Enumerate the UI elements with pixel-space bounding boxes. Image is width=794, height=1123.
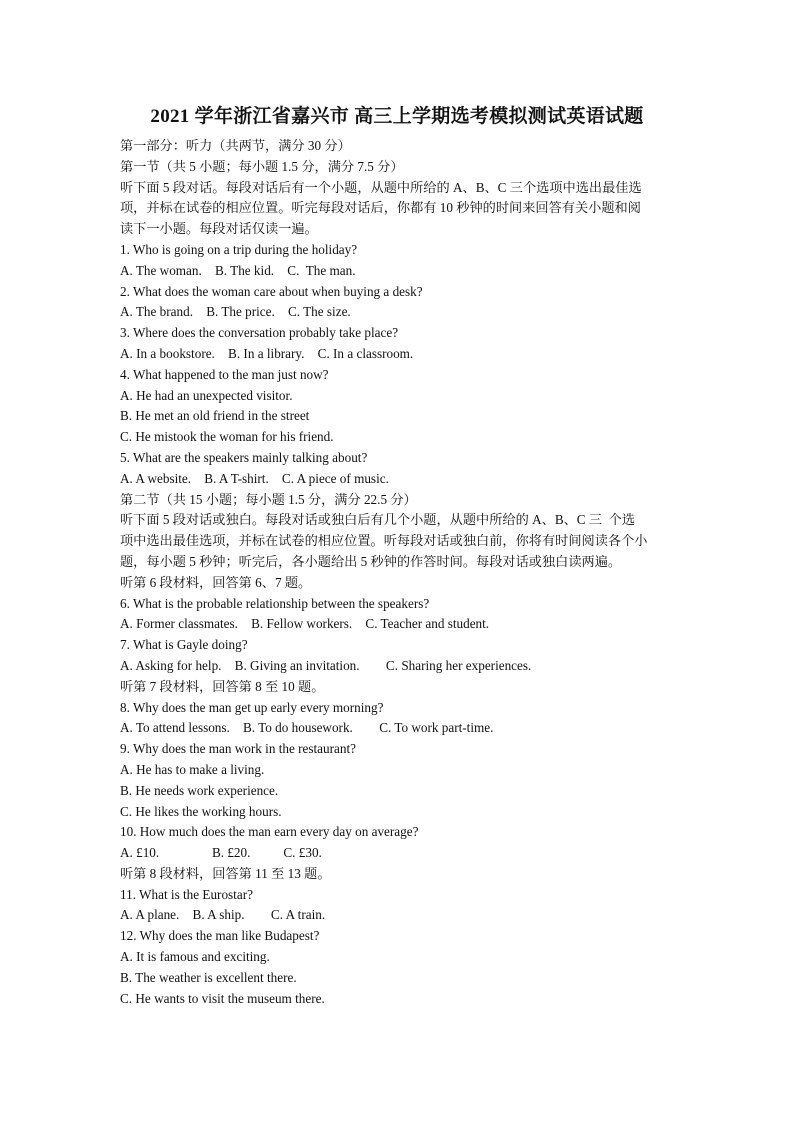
text-line: 1. Who is going on a trip during the holiday? xyxy=(120,241,358,257)
text-line: B. He needs work experience. xyxy=(120,782,279,798)
text-line: A. To attend lessons. B. To do housework. C. To work part-time. xyxy=(120,720,494,736)
text-line: 9. Why does the man work in the restaurant? xyxy=(120,741,356,757)
text-line: 12. Why does the man like Budapest? xyxy=(120,928,320,944)
text-line: B. The weather is excellent there. xyxy=(120,969,297,985)
text-line: A. The brand. B. The price. C. The size. xyxy=(120,304,351,320)
text-line: 5. What are the speakers mainly talking about? xyxy=(120,449,368,465)
text-line: 8. Why does the man get up early every morning? xyxy=(120,699,384,715)
text-line: C. He mistook the woman for his friend. xyxy=(120,429,334,445)
text-line: 题，每小题 5 秒钟；听完后，各小题给出 5 秒钟的作答时间。每段对话或独白读两遍。 xyxy=(120,553,622,569)
text-line: 7. What is Gayle doing? xyxy=(120,637,248,653)
exam-body xyxy=(120,136,680,1009)
text-line: 听第 6 段材料，回答第 6、7 题。 xyxy=(120,574,312,590)
text-line: 11. What is the Eurostar? xyxy=(120,886,253,902)
text-line: A. He has to make a living. xyxy=(120,761,265,777)
text-line: C. He wants to visit the museum there. xyxy=(120,990,325,1006)
text-line: 3. Where does the conversation probably take place? xyxy=(120,325,399,341)
text-line: A. He had an unexpected visitor. xyxy=(120,387,293,403)
text-line: 听第 7 段材料，回答第 8 至 10 题。 xyxy=(120,678,325,694)
text-line: 2. What does the woman care about when buying a desk? xyxy=(120,283,423,299)
text-line: 听第 8 段材料，回答第 11 至 13 题。 xyxy=(120,865,331,881)
text-line: A. A website. B. A T-shirt. C. A piece of music. xyxy=(120,470,389,486)
text-line: A. In a bookstore. B. In a library. C. In a classroom. xyxy=(120,345,414,361)
text-line: 10. How much does the man earn every day on average? xyxy=(120,824,419,840)
text-line: 4. What happened to the man just now? xyxy=(120,366,329,382)
text-line: 项中选出最佳选项，并标在试卷的相应位置。听每段对话或独白前，你将有时间阅读各个小 xyxy=(120,533,648,549)
text-line: 项，并标在试卷的相应位置。听完每段对话后，你都有 10 秒钟的时间来回答有关小题和阅 xyxy=(120,200,641,216)
text-line: 第二节（共 15 小题；每小题 1.5 分，满分 22.5 分） xyxy=(120,491,417,507)
text-line: A. A plane. B. A ship. C. A train. xyxy=(120,907,326,923)
text-line: 听下面 5 段对话或独白。每段对话或独白后有几个小题，从题中所给的 A、B、C 三 个选 xyxy=(120,512,636,528)
text-line: 6. What is the probable relationship between the speakers? xyxy=(120,595,430,611)
text-line: 听下面 5 段对话。每段对话后有一个小题，从题中所给的 A、B、C 三个选项中选出最佳选 xyxy=(120,179,642,195)
text-line: A. Former classmates. B. Fellow workers. C. Teacher and student. xyxy=(120,616,490,632)
text-line: 第一部分：听力（共两节，满分 30 分） xyxy=(120,138,351,153)
text-line: A. £10. B. £20. C. £30. xyxy=(120,845,322,861)
text-line: 第一节（共 5 小题；每小题 1.5 分，满分 7.5 分） xyxy=(120,158,404,174)
exam-title: 2021 学年浙江省嘉兴市 高三上学期选考模拟测试英语试题 xyxy=(150,106,644,127)
text-line: A. Asking for help. B. Giving an invitation. C. Sharing her experiences. xyxy=(120,657,532,673)
text-line: A. The woman. B. The kid. C. The man. xyxy=(120,262,356,278)
text-line: C. He likes the working hours. xyxy=(120,803,282,819)
text-line: A. It is famous and exciting. xyxy=(120,949,270,965)
text-line: 读下一小题。每段对话仅读一遍。 xyxy=(120,221,318,237)
text-line: B. He met an old friend in the street xyxy=(120,408,310,424)
